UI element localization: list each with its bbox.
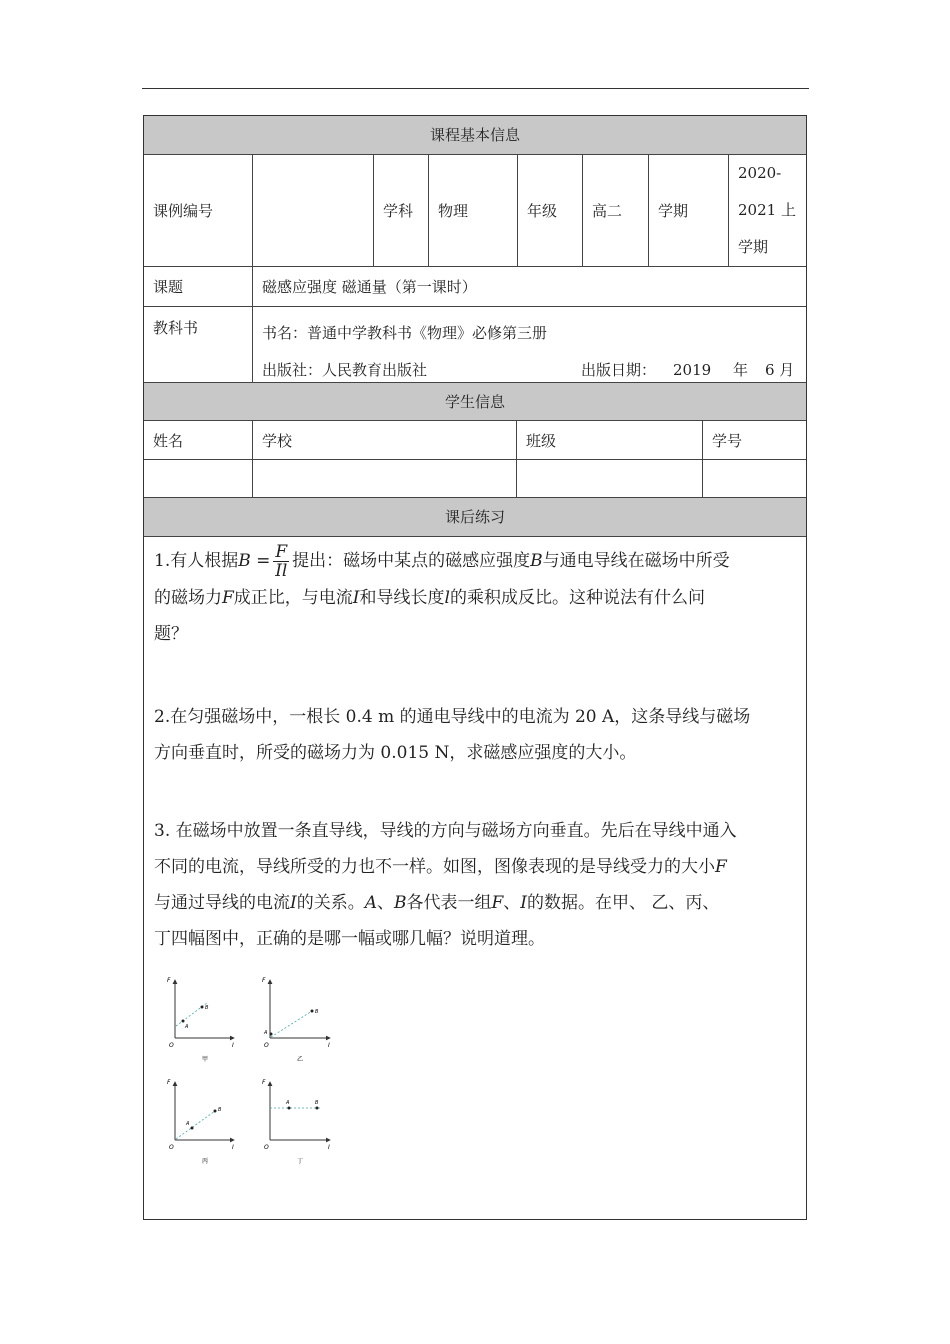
graph-ding-caption: 丁: [297, 1158, 304, 1165]
graph-bing-label-f: F: [167, 1079, 171, 1086]
textbook-details: [253, 307, 808, 382]
q3-sym-a: A: [364, 893, 377, 913]
subject-label: 学科: [374, 155, 429, 266]
q2-line1: 2.在匀强磁场中，一根长 0.4 m 的通电导线中的电流为 20 A，这条导线与磁场: [154, 707, 751, 727]
student-info-title: 学生信息: [444, 393, 505, 411]
q3-sep2: 、: [503, 893, 521, 913]
header-rule: [142, 88, 809, 89]
subject-value: 物理: [429, 155, 518, 266]
graph-bing-label-o: O: [169, 1144, 174, 1151]
school-field[interactable]: [253, 460, 517, 497]
q3-line3d: 的数据。在甲、 乙、丙、: [527, 893, 720, 913]
graph-ding-label-b: B: [315, 1100, 319, 1106]
class-field[interactable]: [517, 460, 703, 497]
question-2: [154, 699, 800, 771]
textbook-row: [144, 307, 806, 383]
graph-jia-label-i: I: [232, 1042, 234, 1049]
name-label: 姓名: [144, 421, 253, 459]
formula-numerator: F: [275, 542, 288, 562]
graph-yi-label-b: B: [315, 1009, 319, 1015]
q3-sym-b: B: [394, 893, 407, 913]
formula-lhs: B =: [238, 551, 271, 571]
graph-jia-label-f: F: [167, 977, 171, 984]
pub-month: 6 月: [765, 361, 795, 379]
class-label: 班级: [517, 421, 703, 459]
pub-year: 2019: [673, 361, 712, 379]
textbook-label: 教科书: [144, 307, 253, 382]
term-label: 学期: [649, 155, 729, 266]
q1-prefix: 1.有人根据: [154, 551, 239, 571]
course-info-title: 课程基本信息: [429, 126, 520, 144]
graph-jia-caption: 甲: [202, 1056, 209, 1063]
graph-jia: [167, 977, 234, 1063]
q1-part2: 与通电导线在磁场中所受: [542, 551, 730, 571]
question-3: [154, 813, 800, 957]
student-id-field[interactable]: [703, 460, 808, 497]
graph-jia-label-b: B: [205, 1005, 209, 1011]
q3-line3b: 的关系。: [296, 893, 365, 913]
q1-part1: 提出：磁场中某点的磁感应强度: [292, 551, 531, 571]
case-number-label: 课例编号: [144, 155, 253, 266]
exercises-title: 课后练习: [444, 508, 505, 526]
school-label: 学校: [253, 421, 517, 459]
q3-line3a: 与通过导线的电流: [154, 893, 290, 913]
graph-yi-label-i: I: [328, 1042, 330, 1049]
graph-jia-label-a: A: [185, 1024, 189, 1030]
graph-jia-point-a: [182, 1020, 185, 1023]
graph-yi-point-b: [311, 1010, 314, 1013]
student-input-row: [144, 460, 806, 498]
graph-yi-label-o: O: [264, 1042, 269, 1049]
graph-bing-label-b: B: [218, 1107, 222, 1113]
term-line-1: 2020-: [738, 164, 782, 182]
q3-sym-i: I: [290, 893, 297, 913]
graph-ding-label-o: O: [264, 1144, 269, 1151]
graph-bing-line: [176, 1111, 215, 1139]
q1-sym-l: l: [444, 588, 450, 608]
course-info-header: [144, 116, 806, 155]
q2-line2: 方向垂直时，所受的磁场力为 0.015 N，求磁感应强度的大小。: [154, 743, 637, 763]
q1-part7: 题？: [154, 624, 188, 644]
exercises-header: [144, 498, 806, 537]
term-value: [729, 155, 808, 266]
q1-part5: 和导线长度: [359, 588, 445, 608]
case-number-field[interactable]: [253, 155, 374, 266]
publisher: 出版社：人民教育出版社: [262, 361, 428, 379]
graph-jia-point-b: [201, 1006, 204, 1009]
graph-yi-point-a: [270, 1033, 273, 1036]
lesson-sheet: [143, 115, 807, 1220]
formula-fraction: [273, 543, 289, 580]
term-line-2: 2021 上: [738, 201, 796, 219]
graph-ding-point-b: [316, 1107, 319, 1110]
student-label-row: [144, 421, 806, 460]
name-field[interactable]: [144, 460, 253, 497]
q3-line3c: 各代表一组: [406, 893, 492, 913]
graph-yi-line: [271, 1011, 312, 1037]
topic-value: 磁感应强度 磁通量（第一课时）: [262, 278, 477, 296]
graph-jia-label-o: O: [169, 1042, 174, 1049]
pub-date-label: 出版日期：: [581, 361, 657, 379]
q1-part4: 成正比，与电流: [233, 588, 353, 608]
graph-bing-point-a: [191, 1127, 194, 1130]
q3-line4: 丁四幅图中，正确的是哪一幅或哪几幅？说明道理。: [154, 929, 545, 949]
year-unit: 年: [733, 361, 749, 379]
q3-sym-i2: I: [520, 893, 528, 913]
graph-bing: [167, 1079, 234, 1165]
graph-ding-point-a: [288, 1107, 291, 1110]
graph-yi: [262, 977, 330, 1063]
question-1: [154, 543, 800, 652]
book-name: 书名：普通中学教科书《物理》必修第三册: [262, 324, 548, 342]
force-current-graphs: [162, 974, 362, 1174]
q1-part6: 的乘积成反比。这种说法有什么问: [449, 588, 705, 608]
graph-ding: [262, 1079, 330, 1165]
graph-yi-label-a: A: [264, 1030, 268, 1036]
q1-sym-f: F: [222, 588, 234, 608]
q1-sym-i: I: [352, 588, 360, 608]
graph-yi-caption: 乙: [297, 1056, 304, 1063]
q3-sym-f: F: [715, 857, 727, 877]
q1-sym-b: B: [530, 551, 543, 571]
graph-bing-label-a: A: [186, 1121, 190, 1127]
course-meta-row: [144, 155, 806, 267]
student-id-label: 学号: [712, 431, 743, 450]
graph-bing-caption: 丙: [202, 1158, 209, 1165]
q1-part3: 的磁场力: [154, 588, 222, 608]
q3-line1: 3. 在磁场中放置一条直导线，导线的方向与磁场方向垂直。先后在导线中通入: [154, 821, 737, 841]
graph-yi-label-f: F: [262, 977, 266, 984]
topic-label: 课题: [144, 267, 253, 306]
q3-sep: 、: [377, 893, 394, 913]
grade-label: 年级: [518, 155, 583, 266]
graph-bing-point-b: [214, 1110, 217, 1113]
topic-row: [144, 267, 806, 307]
graph-ding-label-f: F: [262, 1079, 266, 1086]
graph-ding-label-i: I: [328, 1144, 330, 1151]
graph-ding-label-a: A: [286, 1100, 290, 1106]
graph-bing-label-i: I: [232, 1144, 234, 1151]
formula-denominator: Il: [275, 561, 288, 581]
term-line-3: 学期: [738, 238, 769, 256]
student-info-header: [144, 383, 806, 421]
grade-value: 高二: [583, 155, 649, 266]
q3-sym-f2: F: [491, 893, 504, 913]
q3-line2: 不同的电流，导线所受的力也不一样。如图，图像表现的是导线受力的大小: [154, 857, 715, 877]
